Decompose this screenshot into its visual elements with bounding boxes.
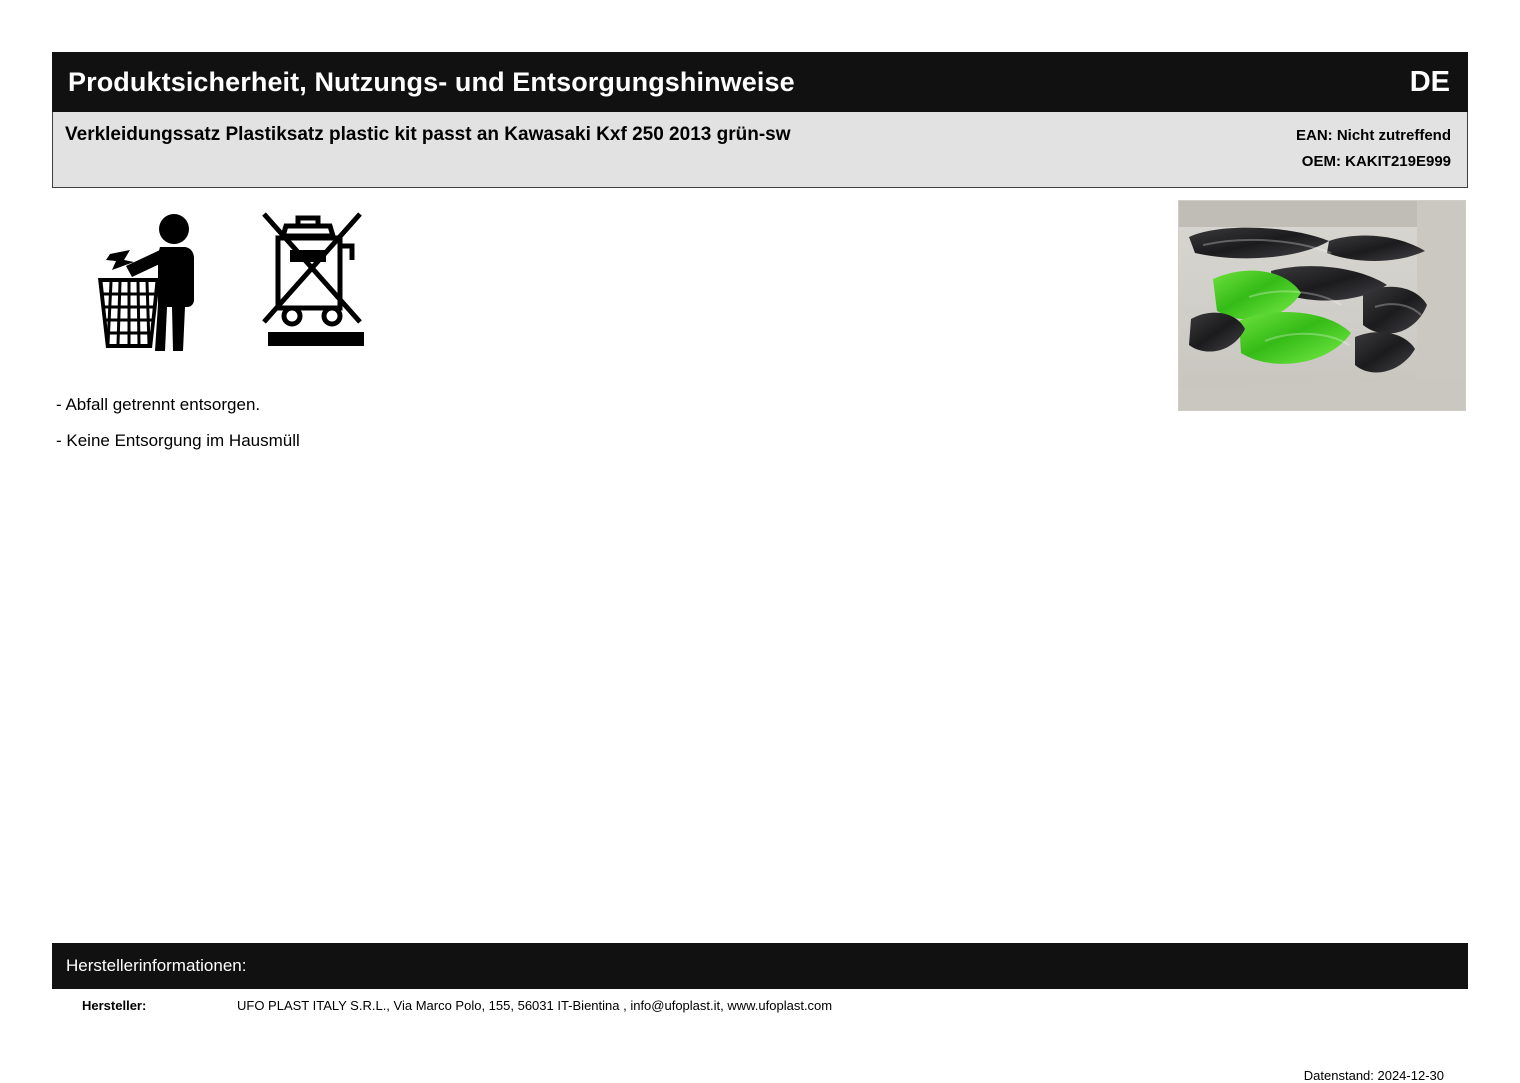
data-date: Datenstand: 2024-12-30: [1303, 1068, 1444, 1083]
oem-code: OEM: KAKIT219E999: [1301, 153, 1451, 171]
manufacturer-section-header: [52, 943, 1468, 989]
manufacturer-value: UFO PLAST ITALY S.R.L., Via Marco Polo, 155, 56031 IT-Bientina , info@ufoplast.it, www.ufoplast.com: [237, 998, 833, 1013]
product-name: Verkleidungssatz Plastiksatz plastic kit passt an Kawasaki Kxf 250 2013 grün-sw: [65, 124, 791, 145]
pictogram-group: [88, 206, 384, 356]
throw-in-bin-icon: [88, 206, 216, 356]
list-item: - Abfall getrennt entsorgen.: [56, 395, 261, 414]
language-badge: DE: [1409, 65, 1450, 98]
product-safety-sheet: [52, 52, 1468, 1083]
ean-code: EAN: Nicht zutreffend: [1296, 127, 1451, 144]
product-info-bar: [52, 112, 1468, 188]
manufacturer-row: [52, 998, 1468, 1013]
page-title: Produktsicherheit, Nutzungs- und Entsorgungshinweise: [68, 66, 795, 97]
disposal-notes-list: [56, 396, 300, 468]
document-body: [52, 188, 1468, 1083]
product-codes: [1296, 121, 1451, 176]
product-photo: [1178, 200, 1466, 411]
crossed-out-wheelie-bin-icon: [256, 206, 384, 356]
manufacturer-section-title: Herstellerinformationen:: [66, 956, 247, 975]
document-header: [52, 52, 1468, 112]
list-item: - Keine Entsorgung im Hausmüll: [56, 431, 300, 450]
manufacturer-label: Hersteller:: [82, 998, 147, 1013]
